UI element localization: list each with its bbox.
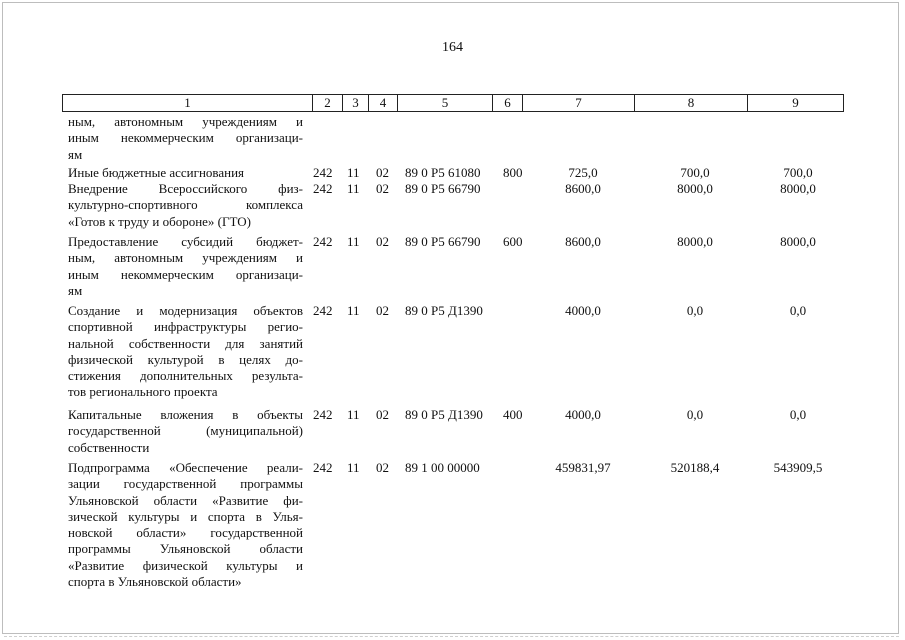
header-col-9: 9 [747, 95, 843, 111]
row-description-line: стижения дополнительных результа- [68, 368, 303, 384]
header-col-1: 1 [184, 95, 191, 110]
cell-c3: 11 [347, 181, 360, 196]
cell-c8: 8000,0 [677, 181, 713, 196]
cell-c2: 242 [313, 460, 333, 475]
cell-c8: 0,0 [686, 407, 704, 422]
row-description-line: иным некоммерческим организаци- [68, 266, 303, 282]
row-description-line: тов регионального проекта [68, 384, 218, 400]
row-description-line: культурно-спортивного комплекса [68, 197, 303, 213]
table-header [62, 94, 844, 112]
cell-c3: 11 [347, 165, 360, 180]
cell-c9: 700,0 [783, 165, 813, 180]
cell-c7: 459831,97 [555, 460, 611, 475]
row-description [68, 303, 303, 401]
row-description-line: новской области» государственной [68, 525, 303, 541]
cell-c2: 242 [313, 303, 333, 318]
row-description-line: ям [68, 282, 83, 298]
header-col-4: 4 [368, 95, 397, 111]
cell-c2: 242 [313, 165, 333, 180]
cell-c4: 02 [376, 407, 389, 422]
cell-c9: 0,0 [789, 303, 807, 318]
cell-c9: 8000,0 [780, 234, 816, 249]
row-description-line: Ульяновской области «Развитие фи- [68, 492, 303, 508]
header-col-3: 3 [342, 95, 368, 111]
cell-c7: 8600,0 [565, 181, 601, 196]
cell-c7: 725,0 [568, 165, 598, 180]
cell-c5: 89 0 Р5 Д1390 [405, 303, 483, 318]
cell-c3: 11 [347, 407, 360, 422]
row-description-line: зической культуры и спорта в Улья- [68, 508, 303, 524]
cell-c5: 89 0 Р5 66790 [405, 234, 481, 249]
header-col-6: 6 [492, 95, 522, 111]
row-description-line: Предоставление субсидий бюджет- [68, 234, 303, 249]
row-description [68, 407, 303, 456]
row-description-line: ям [68, 146, 83, 162]
bottom-divider [4, 636, 899, 637]
row-description-line: государственной (муниципальной) [68, 423, 303, 439]
header-col-5: 5 [397, 95, 492, 111]
cell-c4: 02 [376, 181, 389, 196]
row-description-line: Создание и модернизация объектов [68, 303, 303, 318]
cell-c7: 8600,0 [565, 234, 601, 249]
header-col-7: 7 [522, 95, 634, 111]
cell-c9: 0,0 [789, 407, 807, 422]
row-description-line: нальной собственности для занятий [68, 335, 303, 351]
row-description [68, 114, 303, 163]
cell-c5: 89 0 Р5 61080 [405, 165, 481, 180]
row-description-line: спорта в Ульяновской области» [68, 574, 242, 590]
cell-c7: 4000,0 [565, 407, 601, 422]
cell-c6: 400 [503, 407, 523, 422]
row-description-line: Подпрограмма «Обеспечение реали- [68, 460, 303, 475]
row-description-line: ным, автономным учреждениям и [68, 250, 303, 266]
cell-c8: 520188,4 [670, 460, 720, 475]
cell-c3: 11 [347, 303, 360, 318]
cell-c6: 600 [503, 234, 523, 249]
cell-c9: 543909,5 [773, 460, 823, 475]
row-description-line: Капитальные вложения в объекты [68, 407, 303, 422]
row-description [68, 234, 303, 299]
cell-c3: 11 [347, 234, 360, 249]
cell-c3: 11 [347, 460, 360, 475]
row-description-line: собственности [68, 439, 150, 455]
row-description-line: «Развитие физической культуры и [68, 557, 303, 573]
header-col-8: 8 [634, 95, 747, 111]
cell-c9: 8000,0 [780, 181, 816, 196]
cell-c8: 700,0 [680, 165, 710, 180]
cell-c2: 242 [313, 234, 333, 249]
cell-c5: 89 0 Р5 Д1390 [405, 407, 483, 422]
cell-c8: 0,0 [686, 303, 704, 318]
row-description [68, 181, 303, 230]
page-number: 164 [442, 40, 463, 55]
row-description-line: программы Ульяновской области [68, 541, 303, 557]
row-description-line: спортивной инфраструктуры регио- [68, 319, 303, 335]
cell-c2: 242 [313, 181, 333, 196]
row-description-line: зации государственной программы [68, 476, 303, 492]
cell-c4: 02 [376, 303, 389, 318]
row-description-line: физической культурой в целях до- [68, 351, 303, 367]
cell-c5: 89 1 00 00000 [405, 460, 480, 475]
cell-c6: 800 [503, 165, 523, 180]
header-col-2: 2 [312, 95, 342, 111]
cell-c4: 02 [376, 165, 389, 180]
row-description-line: Иные бюджетные ассигнования [68, 165, 245, 180]
row-description-line: ным, автономным учреждениям и [68, 114, 303, 129]
row-description [68, 165, 303, 181]
row-description [68, 460, 303, 590]
row-description-line: Внедрение Всероссийского физ- [68, 181, 303, 196]
row-description-line: «Готов к труду и обороне» (ГТО) [68, 213, 252, 229]
cell-c2: 242 [313, 407, 333, 422]
cell-c4: 02 [376, 234, 389, 249]
row-description-line: иным некоммерческим организаци- [68, 130, 303, 146]
cell-c5: 89 0 Р5 66790 [405, 181, 481, 196]
cell-c8: 8000,0 [677, 234, 713, 249]
cell-c4: 02 [376, 460, 389, 475]
cell-c7: 4000,0 [565, 303, 601, 318]
